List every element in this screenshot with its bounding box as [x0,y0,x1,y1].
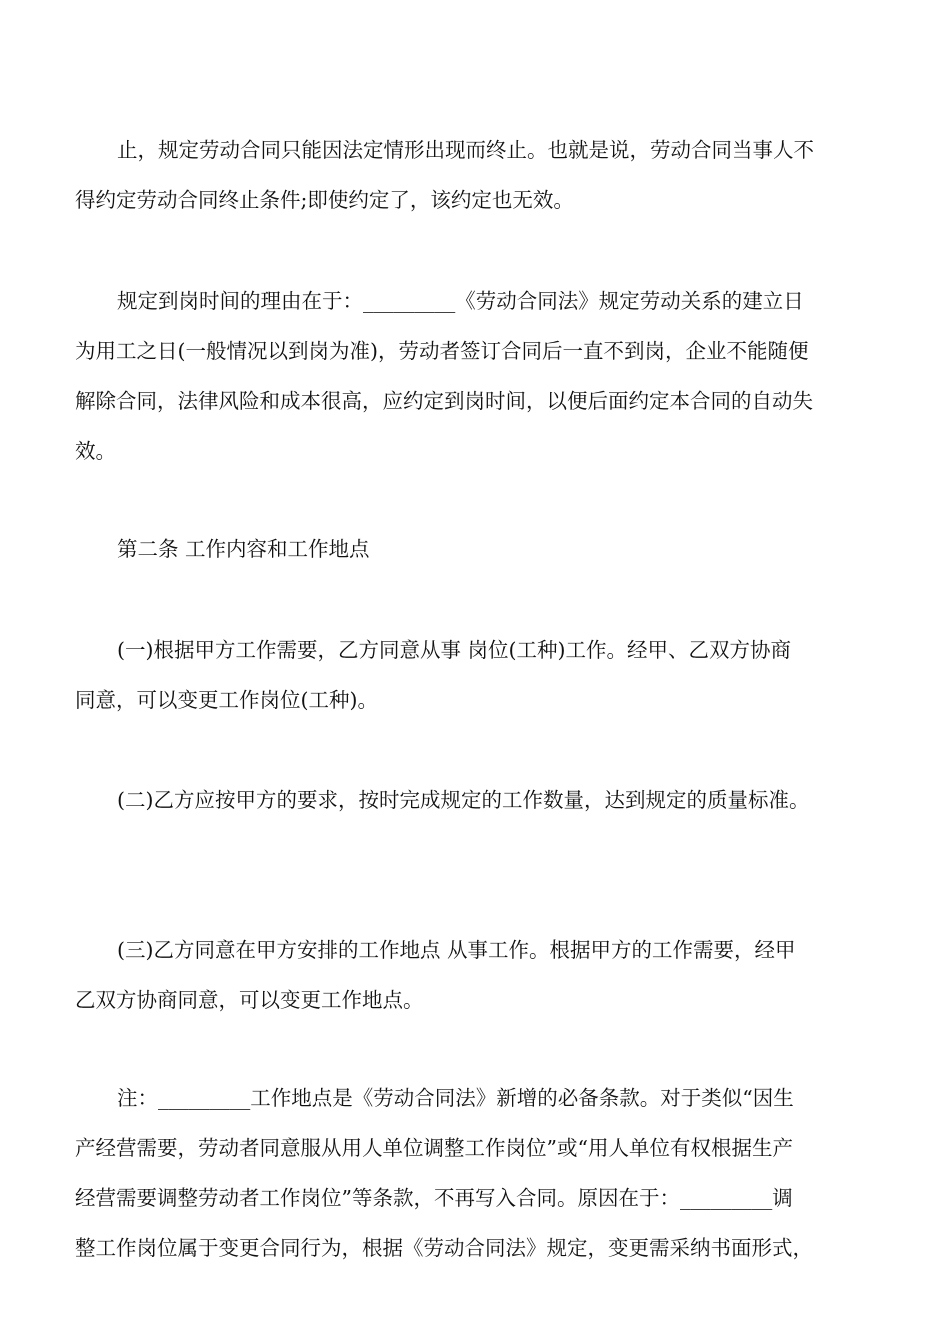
text-line: 经营需要调整劳动者工作岗位”等条款，不再写入合同。原因在于：_________调 [75,1186,793,1210]
paragraph-contract-termination [75,125,875,225]
text-line: 为用工之日(一般情况以到岗为准)，劳动者签订合同后一直不到岗，企业不能随便 [75,339,809,363]
text-line: 解除合同，法律风险和成本很高，应约定到岗时间，以便后面约定本合同的自动失 [75,389,813,413]
article-heading [75,524,875,574]
text-line: 效。 [75,439,116,463]
text-line: (三)乙方同意在甲方安排的工作地点 从事工作。根据甲方的工作需要，经甲 [117,938,796,962]
article-2-title: 第二条 工作内容和工作地点 [117,537,370,561]
text-line: 整工作岗位属于变更合同行为，根据《劳动合同法》规定，变更需采纳书面形式， [75,1236,813,1260]
paragraph-item-1 [75,625,875,725]
text-line: 乙双方协商同意，可以变更工作地点。 [75,988,424,1012]
text-line: 产经营需要，劳动者同意服从用人单位调整工作岗位”或“用人单位有权根据生产 [75,1136,793,1160]
paragraph-note [75,1073,875,1273]
paragraph-item-3 [75,925,875,1025]
paragraph-arrival-time-reason [75,276,875,476]
text-line: 规定到岗时间的理由在于：_________《劳动合同法》规定劳动关系的建立日 [117,289,804,313]
text-line: 止，规定劳动合同只能因法定情形出现而终止。也就是说，劳动合同当事人不 [117,138,814,162]
text-line: 得约定劳动合同终止条件;即使约定了，该约定也无效。 [75,188,574,212]
text-line: 同意，可以变更工作岗位(工种)。 [75,688,378,712]
paragraph-item-2 [75,775,875,825]
text-line: (一)根据甲方工作需要，乙方同意从事 岗位(工种)工作。经甲、乙双方协商 [117,638,792,662]
text-line: (二)乙方应按甲方的要求，按时完成规定的工作数量，达到规定的质量标准。 [117,788,810,812]
text-line: 注：_________工作地点是《劳动合同法》新增的必备条款。对于类似“因生 [117,1086,794,1110]
